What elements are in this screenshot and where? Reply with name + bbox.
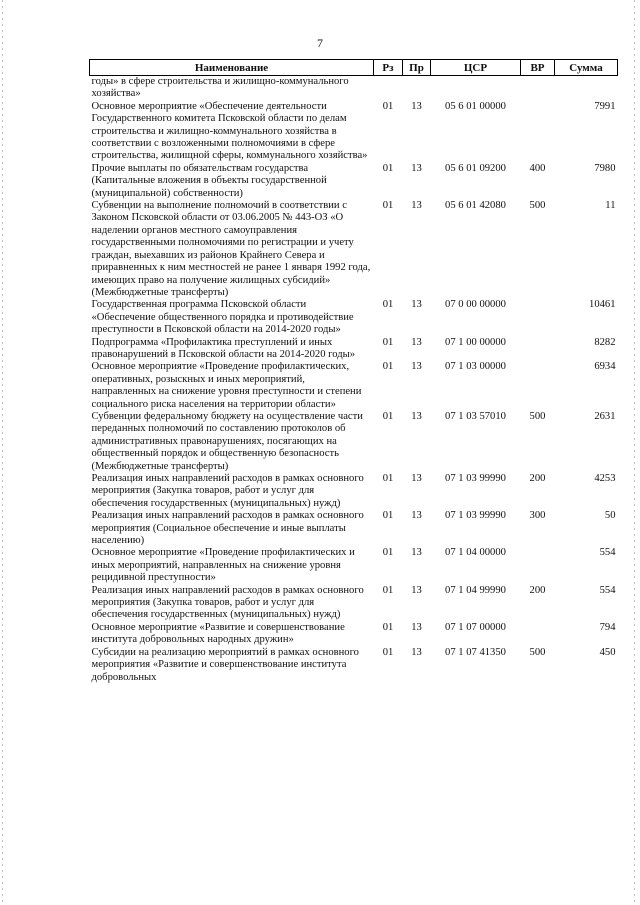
cell-rz: 01 [382,336,394,348]
scan-margin-left [2,0,3,905]
cell-csr: 05 6 01 00000 [445,100,506,112]
cell-pr: 13 [411,547,422,559]
cell-pr: 13 [411,336,422,348]
cell-vr: 200 [529,584,546,596]
cell-rz: 01 [382,510,394,522]
cell-name: Государственная программа Псковской области «Обеспечение общественного порядка и противодействие преступности в Псковской области на 2014-2020 годы» [91,299,354,336]
cell-rz: 01 [382,621,394,633]
cell-csr: 05 6 01 42080 [445,200,506,212]
cell-sum [555,76,618,101]
budget-table [89,59,618,684]
cell-name: Реализация иных направлений расходов в рамках основного мероприятия (Социальное обеспечение и иные выплаты населению) [91,510,364,547]
cell-pr: 13 [411,584,422,596]
table-row [90,585,618,622]
table-row [90,622,618,647]
cell-rz: 01 [382,100,394,112]
table-row [90,361,618,411]
table-row [90,510,618,547]
header-rz: Рз [374,60,403,76]
cell-sum: 8282 [594,336,616,348]
cell-csr: 07 1 04 99990 [445,584,506,596]
cell-pr: 13 [411,200,422,212]
cell-rz: 01 [382,361,394,373]
cell-pr: 13 [411,162,422,174]
header-name: Наименование [90,60,374,76]
cell-name: Субсидии на реализацию мероприятий в рамках основного мероприятия «Развитие и совершенствование института добровольных [91,646,359,683]
cell-pr: 13 [411,299,422,311]
cell-vr [521,361,555,411]
cell-rz: 01 [382,646,394,658]
cell-sum: 11 [605,200,616,212]
cell-vr [521,337,555,362]
header-sum: Сумма [555,60,618,76]
cell-vr: 500 [529,200,546,212]
cell-pr: 13 [411,473,422,484]
cell-vr [521,547,555,584]
cell-rz: 01 [382,584,394,596]
cell-rz: 01 [382,547,394,559]
cell-csr: 07 1 07 41350 [445,646,506,658]
cell-vr [521,299,555,336]
table-row [90,163,618,200]
cell-rz: 01 [382,410,394,422]
cell-vr [521,76,555,101]
cell-name: Субвенции федеральному бюджету на осуществление части переданных полномочий по составлению протоколов об административных правонарушениях, посягающих на общественный порядок и общественную безопасность (Межбюджетные трансферты) [91,410,363,472]
cell-csr: 07 1 03 57010 [445,410,506,422]
cell-csr: 07 1 03 99990 [445,473,506,484]
cell-vr [521,622,555,647]
table-row [90,76,618,101]
cell-vr [521,101,555,163]
table-row [90,411,618,473]
table-row [90,547,618,584]
cell-pr: 13 [411,621,422,633]
cell-sum: 4253 [594,473,616,484]
cell-sum: 7991 [594,100,616,112]
cell-name: Субвенции на выполнение полномочий в соответствии с Законом Псковской области от 03.06.2005 № 443-ОЗ «О наделении органов местного самоуправления государственными полномочиями по регистрации и учету граждан, выехавших из районов Крайнего Севера и приравненных к ним местностей не ранее 1 января 1992 года, имеющих право на получение жилищных субсидий» (Межбюджетные трансферты) [91,200,371,298]
cell-sum: 450 [599,646,616,658]
cell-sum: 554 [599,547,616,559]
cell-rz: 01 [382,200,394,212]
cell-name: годы» в сфере строительства и жилищно-коммунального хозяйства» [91,76,349,100]
cell-csr: 07 1 00 00000 [445,336,506,348]
cell-vr: 200 [529,473,546,484]
cell-csr: 07 1 03 99990 [445,510,506,522]
cell-pr: 13 [411,646,422,658]
cell-vr: 300 [529,510,546,522]
cell-sum: 6934 [594,361,616,373]
cell-sum: 794 [599,621,616,633]
cell-rz: 01 [382,299,394,311]
cell-rz [374,76,403,101]
cell-sum: 554 [599,584,616,596]
cell-sum: 7980 [594,162,616,174]
table-row [90,473,618,510]
header-vr: ВР [521,60,555,76]
cell-vr: 500 [529,410,546,422]
header-pr: Пр [403,60,431,76]
cell-rz: 01 [382,162,394,174]
cell-pr: 13 [411,100,422,112]
scan-margin-right [634,0,635,905]
table-row [90,299,618,336]
cell-name: Подпрограмма «Профилактика преступлений и иных правонарушений в Псковской области на 2014-2020 годы» [91,336,356,360]
header-csr: ЦСР [431,60,521,76]
cell-name: Основное мероприятие «Обеспечение деятельности Государственного комитета Псковской области по делам строительства и жилищно-коммунального хозяйства в соответствии с возложенными полномочиями в сфере строительства, жилищной сферы, коммунального хозяйства» [91,100,368,162]
page-number: 7 [317,36,323,50]
cell-name: Реализация иных направлений расходов в рамках основного мероприятия (Закупка товаров, работ и услуг для обеспечения государственных (муниципальных) нужд) [91,584,364,621]
table-row [90,200,618,299]
cell-csr: 07 0 00 00000 [445,299,506,311]
cell-name: Основное мероприятие «Проведение профилактических, оперативных, розыскных и иных мероприятий, направленных на снижение уровня преступности и степени социального риска населения на территории области» [91,361,362,410]
table-row [90,101,618,163]
table-header-row [90,60,618,76]
cell-csr: 07 1 04 00000 [445,547,506,559]
cell-name: Основное мероприятие «Проведение профилактических и иных мероприятий, направленных на снижение уровня рецидивной преступности» [91,547,355,584]
cell-vr: 400 [529,162,546,174]
cell-name: Реализация иных направлений расходов в рамках основного мероприятия (Закупка товаров, работ и услуг для обеспечения государственных (муниципальных) нужд) [91,473,364,509]
cell-name: Прочие выплаты по обязательствам государства (Капитальные вложения в объекты государственной (муниципальной) собственности) [91,162,327,199]
cell-vr: 500 [529,646,546,658]
cell-csr: 05 6 01 09200 [445,162,506,174]
cell-csr: 07 1 03 00000 [445,361,506,373]
cell-rz: 01 [382,473,394,484]
table-row [90,647,618,684]
cell-csr: 07 1 07 00000 [445,621,506,633]
cell-pr: 13 [411,410,422,422]
cell-sum: 2631 [594,410,616,422]
cell-pr: 13 [411,361,422,373]
cell-name: Основное мероприятие «Развитие и совершенствование института добровольных народных дружин» [91,621,345,646]
table-row [90,337,618,362]
cell-sum: 10461 [589,299,616,311]
cell-csr [431,76,521,101]
cell-pr [403,76,431,101]
cell-pr: 13 [411,510,422,522]
cell-sum: 50 [604,510,616,522]
